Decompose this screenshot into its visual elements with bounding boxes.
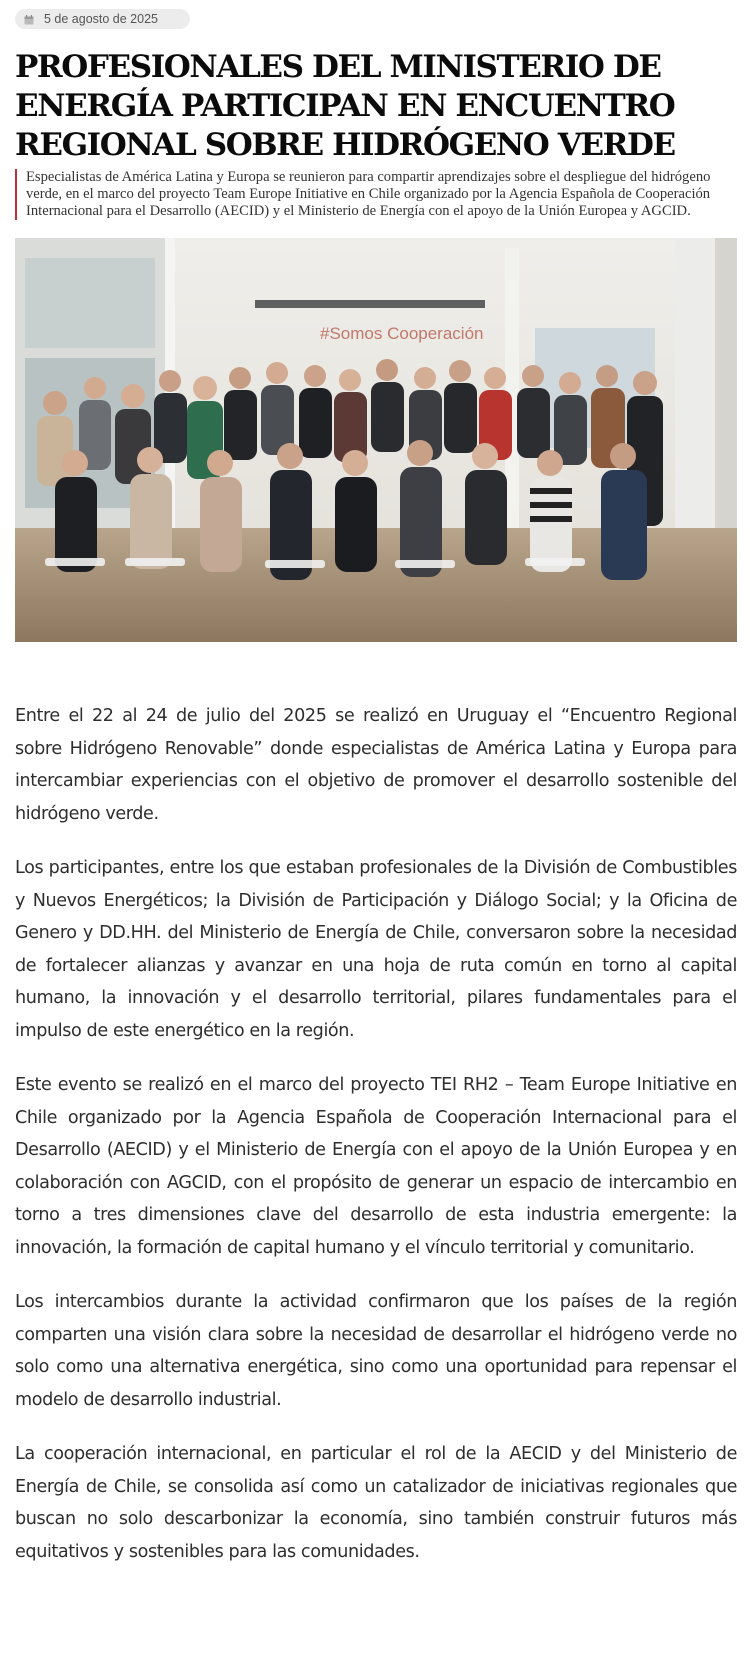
article-lede: Especialistas de América Latina y Europa se reunieron para compartir aprendizajes sobre el despliegue del hidrógeno verde, en el marco del proyecto Team Europe Initiative en Chile organizado por la Agencia Española de Cooperación Internacional para el Desarrollo (AECID) y el Ministerio de Energía con el apoyo de la Unión Europea y AGCID. <box>15 169 738 220</box>
paragraph: Los participantes, entre los que estaban profesionales de la División de Combustibles y Nuevos Energéticos; la División de Participación y Diálogo Social; y la Oficina de Genero y DD.HH. del Ministerio de Energía de Chile, conversaron sobre la necesidad de fortalecer alianzas y avanzar en una hoja de ruta común en torno al capital humano, la innovación y el desarrollo territorial, pilares fundamentales para el impulso de este energético en la región. <box>15 858 737 1041</box>
paragraph: Este evento se realizó en el marco del proyecto TEI RH2 – Team Europe Initiative en Chile organizado por la Agencia Española de Cooperación Internacional para el Desarrollo (AECID) y el Ministerio de Energía con el apoyo de la Unión Europea y en colaboración con AGCID, con el propósito de generar un espacio de intercambio en torno a tres dimensiones clave del desarrollo de esta industria emergente: la innovación, la formación de capital humano y el vínculo territorial y comunitario. <box>15 1075 737 1258</box>
banner-text: #Somos Cooperación <box>320 324 484 343</box>
group-photo <box>15 238 737 642</box>
paragraph: Entre el 22 al 24 de julio del 2025 se realizó en Uruguay el “Encuentro Regional sobre Hidrógeno Renovable” donde especialistas de América Latina y Europa para intercambiar experiencias con el objetivo de promover el desarrollo sostenible del hidrógeno verde. <box>15 706 737 824</box>
publish-date: 5 de agosto de 2025 <box>44 12 158 26</box>
calendar-icon <box>24 14 34 24</box>
article-body <box>15 700 737 1590</box>
paragraph: Los intercambios durante la actividad confirmaron que los países de la región comparten una visión clara sobre la necesidad de desarrollar el hidrógeno verde no solo como una alternativa energética, sino como una oportunidad para repensar el modelo de desarrollo industrial. <box>15 1292 737 1410</box>
paragraph: La cooperación internacional, en particular el rol de la AECID y del Ministerio de Energía de Chile, se consolida así como un catalizador de iniciativas regionales que buscan no solo descarbonizar la economía, sino también construir futuros más equitativos y sostenibles para las comunidades. <box>15 1444 737 1562</box>
group-photo-illustration <box>15 238 737 642</box>
article-headline: PROFESIONALES DEL MINISTERIO DE ENERGÍA PARTICIPAN EN ENCUENTRO REGIONAL SOBRE HIDRÓGENO VERDE <box>15 49 675 163</box>
date-badge <box>15 9 190 29</box>
